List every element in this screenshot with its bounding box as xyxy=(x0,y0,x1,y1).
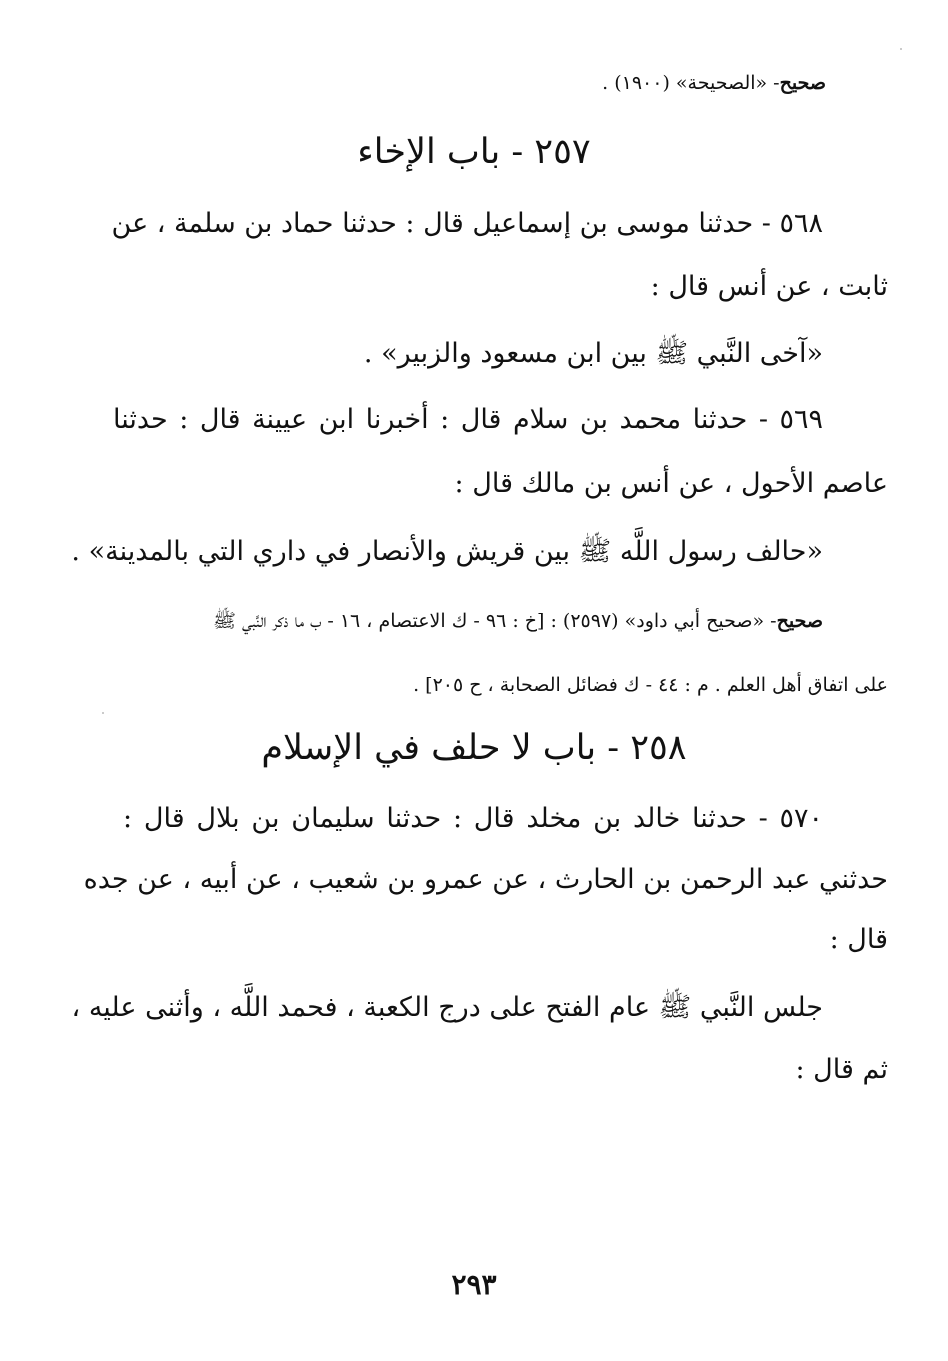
hadith-570-matn-2: ثم قال : xyxy=(795,1054,888,1085)
hadith-569-takhrij-line-2: على اتفاق أهل العلم . م : ٤٤ - ك فضائل الصحابة ، ح ٢٠٥] . xyxy=(413,674,888,696)
takhrij-grade: صحيح xyxy=(776,610,823,632)
hadith-569-takhrij-line-1 xyxy=(213,612,823,631)
top-note-grade: صحيح xyxy=(779,72,826,94)
hadith-569-line-2: عاصم الأحول ، عن أنس بن مالك قال : xyxy=(454,468,888,499)
hadith-569-matn: «حالف رسول اللَّه ﷺ بين قريش والأنصار في داري التي بالمدينة» . xyxy=(71,536,823,567)
hadith-570-line-1: ٥٧٠ - حدثنا خالد بن مخلد قال : حدثنا سليمان بن بلال قال : xyxy=(123,803,823,834)
section-heading-258: ٢٥٨ - باب لا حلف في الإسلام xyxy=(261,728,687,768)
section-heading-257: ٢٥٧ - باب الإخاء xyxy=(357,132,591,172)
hadith-570-line-2: حدثني عبد الرحمن بن الحارث ، عن عمرو بن شعيب ، عن أبيه ، عن جده xyxy=(83,864,888,895)
takhrij-text-1: - «صحيح أبي داود» (٢٥٩٧) : [خ : ٩٦ - ك الاعتصام ، ١٦ - ب ما ذكر النَّبي ﷺ xyxy=(213,610,777,632)
top-note-ref: - «الصحيحة» (١٩٠٠) . xyxy=(602,72,780,94)
hadith-568-line-1: ٥٦٨ - حدثنا موسى بن إسماعيل قال : حدثنا حماد بن سلمة ، عن xyxy=(111,208,823,239)
hadith-570-line-3: قال : xyxy=(829,924,888,955)
top-note xyxy=(602,74,826,93)
hadith-569-line-1: ٥٦٩ - حدثنا محمد بن سلام قال : أخبرنا ابن عيينة قال : حدثنا xyxy=(113,404,823,435)
scan-speck xyxy=(900,48,902,50)
hadith-568-matn: «آخى النَّبي ﷺ بين ابن مسعود والزبير» . xyxy=(363,338,823,369)
hadith-570-matn-1: جلس النَّبي ﷺ عام الفتح على درج الكعبة ، فحمد اللَّه ، وأثنى عليه ، xyxy=(71,992,823,1023)
hadith-568-line-2: ثابت ، عن أنس قال : xyxy=(650,271,888,302)
scan-speck xyxy=(102,712,104,714)
page-number: ٢٩٣ xyxy=(451,1268,497,1301)
